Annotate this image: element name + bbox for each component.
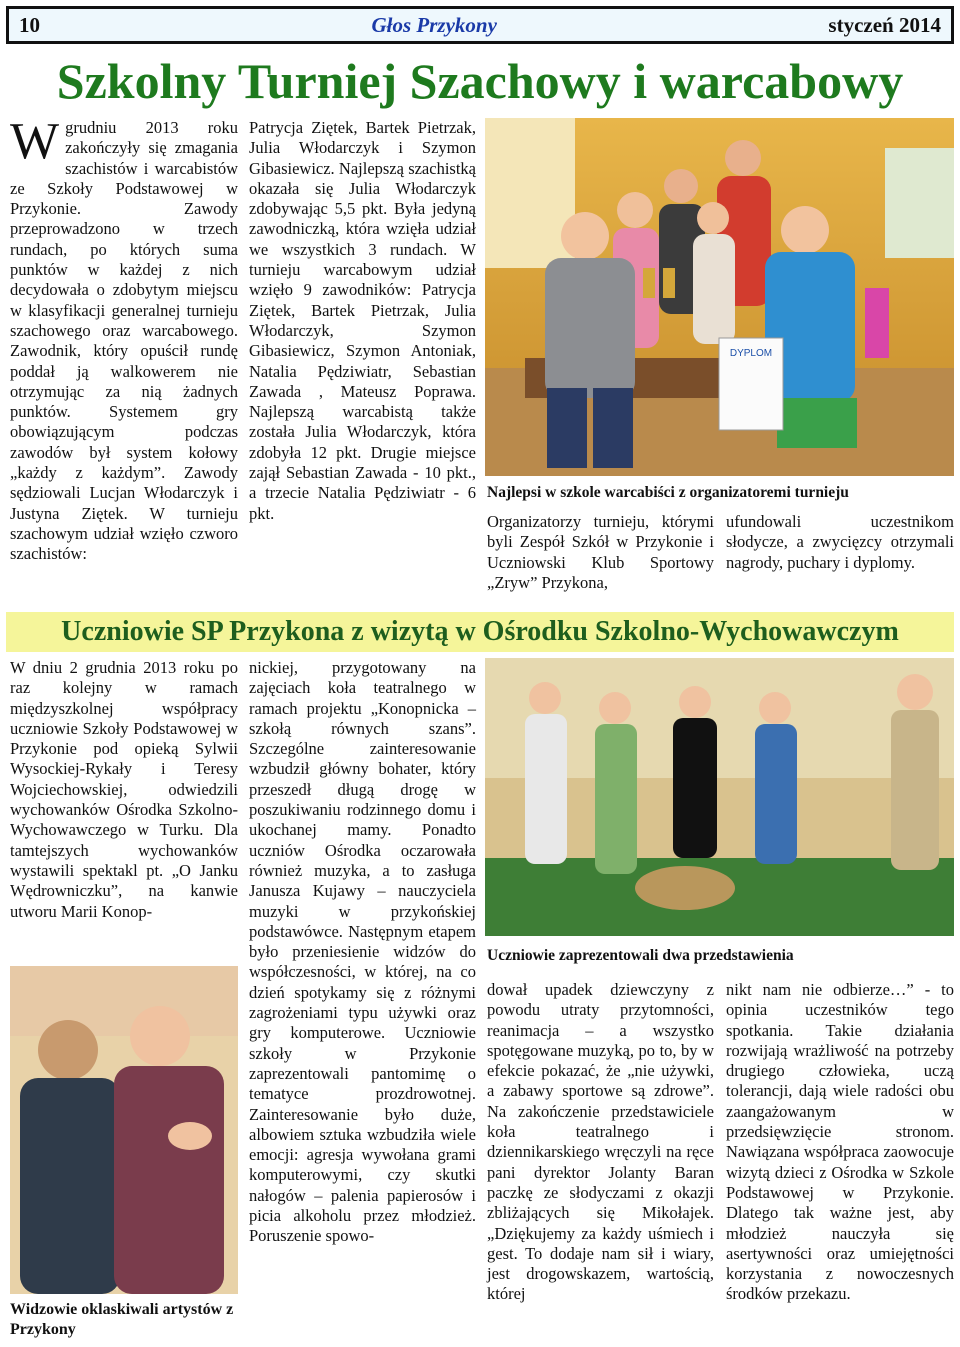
- audience-photo-caption: Widzowie oklaskiwali artystów z Przykony: [10, 1301, 234, 1338]
- article2-column-4: nikt nam nie odbierze…” - to opinia uczestników tego spotkania. Takie działania rozwijają wrażliwość na potrzeby drugiego człowieka, uczą tolerancji, dają wiele radości obu zaangażowanym w przedsięwzięcie stronom. Nawiązana współpraca zaowocuje wizytą dzieci z Ośrodka w Szkole Podstawowej w Przykonie. Dlatego tak ważne jest, aby młodzież nauczyła się asertywności oraz umiejętności korzystania z nowoczesnych środków przekazu.: [726, 980, 954, 1304]
- article1-title: Szkolny Turniej Szachowy i warcabowy: [56, 53, 904, 109]
- article1-column-2: Patrycja Ziętek, Bartek Pietrzak, Julia Włodarczyk i Szymon Gibasiewicz. Najlepszą szachistką okazała się Julia Włodarczyk zdobywając 5,5 pkt. Była jedyną zawodniczką, która wzięła udział we wszystkich 3 rundach. W turnieju warcabowym udział wzięło 9 zawodników: Patrycja Ziętek, Bartek Pietrzak, Julia Włodarczyk, Szymon Gibasiewicz, Szymon Antoniak, Natalia Pędziwiatr, Sebastian Zawada , Mateusz Poprawa. Najlepszą warcabistą także została Julia Włodarczyk, która zdobyła 12 pkt. Drugie miejsce zajął Sebastian Zawada - 10 pkt., a trzecie Natalia Pędziwiatr - 6 pkt.: [249, 118, 476, 523]
- article1-column-1: [10, 113, 238, 565]
- publication-name: Głos Przykony: [371, 12, 497, 37]
- theatre-photo-illustration: [485, 658, 954, 936]
- audience-photo: [10, 966, 238, 1294]
- chess-photo-caption: Najlepsi w szkole warcabiści z organizatoremi turnieju: [487, 484, 849, 501]
- theatre-photo-caption: Uczniowie zaprezentowali dwa przedstawienia: [487, 947, 794, 964]
- chess-winners-photo-illustration: [485, 118, 954, 476]
- dropcap: W: [10, 113, 60, 170]
- article2-column-3: dował upadek dziewczyny z powodu utraty przytomności, reanimacja – a wszystko spotęgowane muzyką, po to, by w efekcie pokazać, że „nie używki, a zabawy sportowe są zdrowe”. Na zakończenie przedstawiciele koła teatralnego i dziennikarskiego wręczyli na ręce pani dyrektor Jolanty Baran paczkę ze słodyczami z okazji zbliżających się Mikołajek. „Dziękujemy za każdy uśmiech i gest. To dodaje nam sił i wiary, jest drogowskazem, wartością, której: [487, 980, 714, 1304]
- article1-column-1-text: grudniu 2013 roku zakończyły się zmagania szachistów i warcabistów ze Szkoły Podstawowej w Przykonie. Zawody przeprowadzono w trzech rundach, po których suma punktów w każdej z nich decydowała o zdobytym miejscu w klasyfikacji generalnej turnieju szachowego oraz warcabowego. Zawodnik, który opuścił rundę poddał ją walkowerem nie otrzymując za nią żadnych punktów. Systemem gry obowiązującym podczas zawodów był system kołowy „każdy z każdym”. Zawody sędziowali Lucjan Włodarczyk i Justyna Ziętek. W turnieju szachowym udział wzięło czworo szachistów:: [10, 118, 238, 564]
- audience-photo-illustration: [10, 966, 238, 1294]
- chess-winners-photo: [485, 118, 954, 476]
- article1-column-3: Organizatorzy turnieju, którymi byli Zespół Szkół w Przykonie i Uczniowski Klub Sportowy „Zryw” Przykona,: [487, 512, 714, 592]
- article2-column-1: W dniu 2 grudnia 2013 roku po raz kolejny w ramach międzyszkolnej współpracy uczniowie Szkoły Podstawowej w Przykonie pod opieką Sylwii Wysockiej-Rykały i Teresy Wojciechowskiej, odwiedzili wychowanków Ośrodka Szkolno-Wychowawczego w Turku. Dla tamtejszych wychowanków wystawili spektakl pt. „O Janku Wędrowniczku”, na kanwie utworu Marii Konop-: [10, 658, 238, 921]
- article2-column-2: nickiej, przygotowany na zajęciach koła teatralnego w ramach projektu „Konopnicka – szkołą równych szans”. Szczególne zainteresowanie wzbudził główny bohater, który przeszedł długą drogę w poszukiwaniu rodzinnego domu i ukochanej mamy. Ponadto uczniów Ośrodka oczarowała również muzyka, a to zasługa Janusza Kujawy – nauczyciela muzyki w przykońskiej podstawówce. Następnym etapem było przeniesienie widzów do współczesności, w której, na co dzień spotykamy się z różnymi zagrożeniami typu używki oraz gry komputerowe. Uczniowie szkoły w Przykonie zaprezentowali pantomimę o tematyce prozdrowotnej. Zainteresowanie było duże, albowiem sztuka wzbudziła wiele emocji: agresja wywołana grami komputerowymi, czy skutki nałogów – palenia papierosów i picia alkoholu przez młodzież. Poruszenie spowo-: [249, 658, 476, 1246]
- page-number: 10: [19, 12, 40, 37]
- theatre-photo: [485, 658, 954, 936]
- article2-title: Uczniowie SP Przykona z wizytą w Ośrodku Szkolno-Wychowawczym: [61, 616, 899, 647]
- article2-title-bar: [6, 612, 954, 652]
- page-header: [6, 6, 954, 44]
- article1-column-4: ufundowali uczestnikom słodycze, a zwycięzcy otrzymali nagrody, puchary i dyplomy.: [726, 512, 954, 572]
- issue-date: styczeń 2014: [828, 12, 941, 37]
- diploma-text: DYPLOM: [729, 348, 773, 359]
